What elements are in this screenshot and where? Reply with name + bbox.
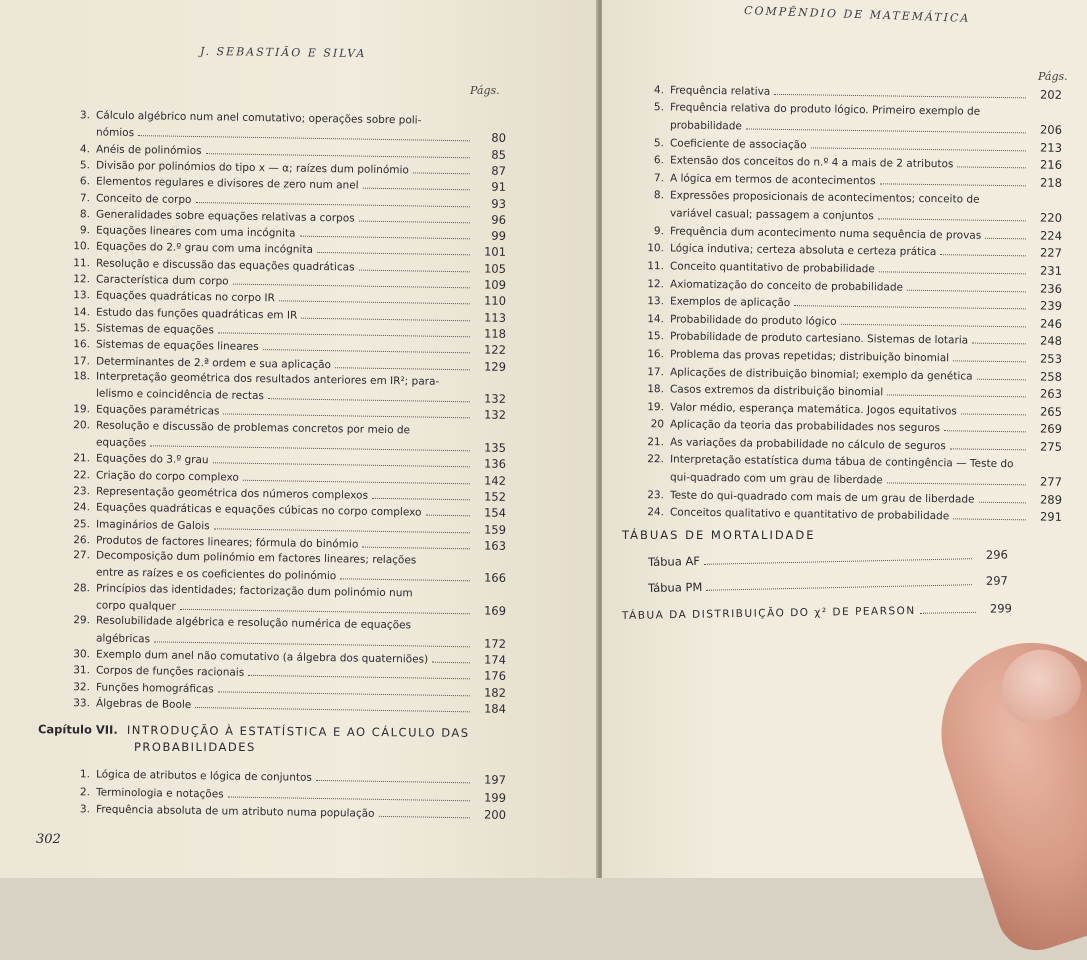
entry-number: 6. xyxy=(642,153,664,167)
left-running-head: J. SEBASTIÃO E SILVA xyxy=(200,45,367,60)
entry-page-number: 216 xyxy=(1032,158,1062,172)
leader-dots xyxy=(154,641,470,647)
entry-title: Equações do 3.º grau xyxy=(96,452,209,468)
entry-page-number: 135 xyxy=(476,440,506,454)
entry-number: 10. xyxy=(642,241,664,255)
entry-title: Equações do 2.º grau com uma incógnita xyxy=(96,240,313,257)
pearson-text: TÁBUA DA DISTRIBUIÇÃO DO χ² DE PEARSON xyxy=(622,604,916,623)
leader-dots xyxy=(811,147,1026,151)
pearson-page: 299 xyxy=(982,601,1012,616)
entry-number: 21. xyxy=(68,451,90,465)
entry-number: 5. xyxy=(642,136,664,150)
entry-title: Probabilidade de produto cartesiano. Sistemas de lotaria xyxy=(670,330,968,348)
entry-title: Expressões proposicionais de acontecimentos; conceito de xyxy=(670,188,980,206)
table-page-number: 297 xyxy=(978,573,1008,588)
left-pags-label: Págs. xyxy=(470,84,500,97)
entry-number: 17. xyxy=(68,354,90,368)
entry-page-number: 129 xyxy=(476,359,506,373)
entry-page-number: 163 xyxy=(476,538,506,552)
toc-entry xyxy=(642,452,1062,472)
leader-dots xyxy=(953,360,1026,362)
entry-number: 31. xyxy=(68,663,90,677)
entry-number: 4. xyxy=(642,83,664,97)
entry-title: Princípios das identidades; factorização dum polinómio num xyxy=(96,581,413,600)
entry-page-number: 289 xyxy=(1032,492,1062,506)
entry-number: 14. xyxy=(642,312,664,326)
entry-title: Equações lineares com uma incógnita xyxy=(96,224,296,241)
leader-dots xyxy=(214,528,470,533)
entry-page-number: 109 xyxy=(476,277,506,291)
entry-title: Equações paramétricas xyxy=(96,403,220,419)
leader-dots xyxy=(359,220,470,223)
leader-dots xyxy=(378,816,469,818)
entry-title: variável casual; passagem a conjuntos xyxy=(670,207,874,224)
leader-dots xyxy=(335,367,470,370)
entry-title: Casos extremos da distribuição binomial xyxy=(670,383,883,400)
leader-dots xyxy=(841,324,1026,328)
table-title: Tábua AF xyxy=(648,554,700,569)
entry-page-number: 132 xyxy=(476,392,506,406)
entry-number: 17. xyxy=(642,365,664,379)
leader-dots xyxy=(317,252,470,255)
entry-title: Extensão dos conceitos do n.º 4 a mais de 2 atributos xyxy=(670,154,954,172)
entry-page-number: 246 xyxy=(1032,316,1062,330)
entry-number: 33. xyxy=(68,696,90,710)
table-page-number: 296 xyxy=(978,547,1008,562)
leader-dots xyxy=(920,612,976,614)
toc-entry xyxy=(642,100,1062,120)
entry-page-number: 239 xyxy=(1032,299,1062,313)
leader-dots xyxy=(213,463,470,468)
entry-page-number: 110 xyxy=(476,294,506,308)
entry-title: Frequência absoluta de um atributo numa população xyxy=(96,802,375,820)
entry-number: 5. xyxy=(68,158,90,172)
entry-page-number: 99 xyxy=(476,229,506,243)
entry-number: 13. xyxy=(642,294,664,308)
entry-title: Característica dum corpo xyxy=(96,272,229,288)
entry-title: algébricas xyxy=(96,631,150,646)
entry-page-number: 166 xyxy=(476,571,506,585)
entry-title: Exemplo dum anel não comutativo (a álgebra dos quaterniões) xyxy=(96,647,428,666)
leader-dots xyxy=(279,301,470,305)
entry-title: Frequência dum acontecimento numa sequência de provas xyxy=(670,224,981,242)
entry-title: Resolução e discussão das equações quadráticas xyxy=(96,256,355,274)
entry-number: 30. xyxy=(68,647,90,661)
entry-title: Corpos de funções racionais xyxy=(96,664,244,680)
entry-title: Interpretação estatística duma tábua de contingência — Teste do xyxy=(670,452,1014,471)
entry-title: Problema das provas repetidas; distribuição binomial xyxy=(670,347,949,365)
entry-number: 22. xyxy=(68,468,90,482)
entry-title: Representação geométrica dos números complexos xyxy=(96,484,368,502)
entry-title: Frequência relativa xyxy=(670,83,770,98)
entry-title: Probabilidade do produto lógico xyxy=(670,312,837,328)
leader-dots xyxy=(248,675,470,679)
chapter-label: Capítulo VII. xyxy=(38,722,118,737)
entry-page-number: 169 xyxy=(476,603,506,617)
toc-entry xyxy=(642,82,1062,103)
chapter-title-line1: INTRODUÇÃO À ESTATÍSTICA E AO CÁLCULO DAS xyxy=(127,723,470,740)
entry-page-number: 220 xyxy=(1032,211,1062,225)
entry-page-number: 275 xyxy=(1032,439,1062,453)
entry-page-number: 101 xyxy=(476,245,506,259)
leader-dots xyxy=(218,332,470,337)
entry-page-number: 85 xyxy=(476,147,506,161)
leader-dots xyxy=(218,691,470,696)
entry-title: entre as raízes e os coeficientes do polinómio xyxy=(96,566,336,584)
entry-title: Interpretação geométrica dos resultados anteriores em IR²; para- xyxy=(96,369,439,388)
entry-number: 9. xyxy=(68,223,90,237)
leader-dots xyxy=(263,349,470,353)
mortality-heading: TÁBUAS DE MORTALIDADE xyxy=(622,528,815,542)
pearson-table-entry xyxy=(622,601,1012,623)
leader-dots xyxy=(957,167,1026,169)
entry-page-number: 202 xyxy=(1032,87,1062,101)
entry-page-number: 87 xyxy=(476,163,506,177)
leader-dots xyxy=(706,584,972,591)
table-title: Tábua PM xyxy=(648,580,703,595)
toc-entry xyxy=(642,188,1062,208)
entry-title: Terminologia e notações xyxy=(96,785,224,801)
leader-dots xyxy=(150,445,470,451)
entry-title: Aplicações de distribuição binomial; exemplo da genética xyxy=(670,365,973,383)
entry-number: 26. xyxy=(68,533,90,547)
entry-page-number: 199 xyxy=(476,790,506,804)
entry-title: Exemplos de aplicação xyxy=(670,295,790,311)
entry-title: Teste do qui-quadrado com mais de um grau de liberdade xyxy=(670,488,975,506)
entry-page-number: 236 xyxy=(1032,281,1062,295)
entry-page-number: 231 xyxy=(1032,263,1062,277)
entry-number: 3. xyxy=(68,108,90,122)
mortality-table-entry xyxy=(648,547,1008,569)
leader-dots xyxy=(243,479,470,484)
leader-dots xyxy=(228,796,470,801)
entry-page-number: 184 xyxy=(476,701,506,715)
entry-page-number: 200 xyxy=(476,807,506,821)
entry-page-number: 96 xyxy=(476,212,506,226)
leader-dots xyxy=(940,255,1026,257)
entry-page-number: 227 xyxy=(1032,246,1062,260)
entry-page-number: 118 xyxy=(476,326,506,340)
chapter-title-line2: PROBABILIDADES xyxy=(134,740,256,754)
leader-dots xyxy=(363,188,470,191)
entry-number: 20. xyxy=(68,418,90,432)
entry-page-number: 277 xyxy=(1032,475,1062,489)
leader-dots xyxy=(774,94,1026,99)
entry-number: 27. xyxy=(68,548,90,562)
entry-page-number: 197 xyxy=(476,772,506,786)
entry-title: Sistemas de equações lineares xyxy=(96,338,259,355)
leader-dots xyxy=(340,579,470,582)
mortality-table-entry xyxy=(648,573,1008,595)
entry-number: 7. xyxy=(68,191,90,205)
entry-title: Anéis de polinómios xyxy=(96,142,202,158)
leader-dots xyxy=(362,546,470,549)
entry-title: Axiomatização do conceito de probabilidade xyxy=(670,277,903,294)
entry-page-number: 263 xyxy=(1032,387,1062,401)
entry-title: Sistemas de equações xyxy=(96,321,214,337)
entry-number: 6. xyxy=(68,174,90,188)
leader-dots xyxy=(976,378,1025,380)
entry-number: 14. xyxy=(68,305,90,319)
entry-page-number: 93 xyxy=(476,196,506,210)
entry-page-number: 91 xyxy=(476,180,506,194)
entry-title: Aplicação da teoria das probabilidades nos seguros xyxy=(670,418,940,436)
leader-dots xyxy=(138,135,470,141)
entry-page-number: 105 xyxy=(476,261,506,275)
entry-number: 20 xyxy=(642,417,664,431)
toc-entry xyxy=(642,346,1062,367)
entry-number: 12. xyxy=(642,277,664,291)
entry-title: lelismo e coincidência de rectas xyxy=(96,387,264,404)
entry-number: 22. xyxy=(642,452,664,466)
right-pags-label: Págs. xyxy=(1038,70,1068,83)
entry-page-number: 291 xyxy=(1032,510,1062,524)
entry-number: 24. xyxy=(642,505,664,519)
leader-dots xyxy=(301,317,470,321)
entry-title: Divisão por polinómios do tipo x — α; raízes dum polinómio xyxy=(96,158,409,177)
leader-dots xyxy=(794,305,1026,309)
leader-dots xyxy=(268,398,470,402)
entry-page-number: 152 xyxy=(476,489,506,503)
entry-title: Lógica indutiva; certeza absoluta e certeza prática xyxy=(670,242,937,260)
leader-dots xyxy=(432,662,470,664)
entry-title: Decomposição dum polinómio em factores lineares; relações xyxy=(96,549,417,568)
entry-title: Resolução e discussão de problemas concretos por meio de xyxy=(96,418,410,437)
entry-title: corpo qualquer xyxy=(96,598,176,613)
leader-dots xyxy=(223,414,470,419)
entry-title: A lógica em termos de acontecimentos xyxy=(670,171,876,188)
entry-page-number: 258 xyxy=(1032,369,1062,383)
entry-number: 21. xyxy=(642,435,664,449)
leader-dots xyxy=(944,431,1026,433)
entry-title: nómios xyxy=(96,126,134,141)
toc-entry xyxy=(642,258,1062,279)
leader-dots xyxy=(205,153,469,158)
entry-page-number: 159 xyxy=(476,522,506,536)
entry-title: Lógica de atributos e lógica de conjuntos xyxy=(96,767,312,784)
leader-dots xyxy=(359,269,470,272)
entry-number: 15. xyxy=(642,329,664,343)
entry-number: 18. xyxy=(642,382,664,396)
leader-dots xyxy=(985,238,1026,240)
leader-dots xyxy=(704,558,972,565)
entry-number: 11. xyxy=(68,256,90,270)
entry-title: Imaginários de Galois xyxy=(96,517,210,533)
entry-page-number: 269 xyxy=(1032,422,1062,436)
entry-page-number: 253 xyxy=(1032,351,1062,365)
entry-number: 28. xyxy=(68,581,90,595)
chapter-heading xyxy=(38,722,470,740)
leader-dots xyxy=(878,218,1026,221)
leader-dots xyxy=(907,289,1026,292)
entry-number: 10. xyxy=(68,239,90,253)
entry-title: Valor médio, esperança matemática. Jogos equitativos xyxy=(670,400,957,418)
leader-dots xyxy=(879,271,1026,274)
leader-dots xyxy=(195,202,469,207)
entry-page-number: 136 xyxy=(476,457,506,471)
page-folio: 302 xyxy=(36,832,61,847)
entry-title: Elementos regulares e divisores de zero num anel xyxy=(96,175,359,193)
entry-number: 15. xyxy=(68,321,90,335)
entry-number: 7. xyxy=(642,171,664,185)
entry-page-number: 182 xyxy=(476,685,506,699)
entry-number: 12. xyxy=(68,272,90,286)
entry-title: Determinantes de 2.ª ordem e sua aplicação xyxy=(96,354,331,372)
leader-dots xyxy=(746,129,1026,134)
entry-page-number: 122 xyxy=(476,343,506,357)
entry-title: Equações quadráticas no corpo IR xyxy=(96,289,275,306)
entry-number: 1. xyxy=(68,767,90,781)
entry-page-number: 142 xyxy=(476,473,506,487)
leader-dots xyxy=(879,183,1025,186)
leader-dots xyxy=(978,501,1025,503)
entry-number: 29. xyxy=(68,613,90,627)
entry-number: 5. xyxy=(642,100,664,114)
entry-number: 3. xyxy=(68,802,90,816)
entry-title: probabilidade xyxy=(670,119,742,134)
entry-title: qui-quadrado com um grau de liberdade xyxy=(670,471,883,488)
entry-title: Cálculo algébrico num anel comutativo; operações sobre poli- xyxy=(96,108,422,127)
entry-title: Criação do corpo complexo xyxy=(96,468,239,484)
right-running-head: COMPÊNDIO DE MATEMÁTICA xyxy=(744,4,971,25)
entry-number: 9. xyxy=(642,224,664,238)
entry-page-number: 248 xyxy=(1032,334,1062,348)
leader-dots xyxy=(425,515,469,517)
leader-dots xyxy=(413,172,470,174)
leader-dots xyxy=(887,395,1026,398)
entry-title: Equações quadráticas e equações cúbicas no corpo complexo xyxy=(96,501,422,520)
toc-entry xyxy=(642,170,1062,191)
entry-page-number: 132 xyxy=(476,408,506,422)
entry-title: Produtos de factores lineares; fórmula do binómio xyxy=(96,533,359,551)
entry-number: 8. xyxy=(642,188,664,202)
entry-page-number: 172 xyxy=(476,636,506,650)
entry-number: 16. xyxy=(68,337,90,351)
entry-title: Estudo das funções quadráticas em IR xyxy=(96,305,298,322)
entry-title: Conceito de corpo xyxy=(96,191,192,206)
leader-dots xyxy=(961,413,1026,415)
entry-title: Conceitos qualitativo e quantitativo de probabilidade xyxy=(670,506,949,524)
leader-dots xyxy=(195,707,470,712)
entry-number: 19. xyxy=(68,402,90,416)
entry-page-number: 224 xyxy=(1032,228,1062,242)
entry-number: 32. xyxy=(68,680,90,694)
toc-entry xyxy=(642,504,1062,525)
entry-number: 19. xyxy=(642,400,664,414)
entry-number: 13. xyxy=(68,288,90,302)
leader-dots xyxy=(887,483,1026,486)
entry-page-number: 154 xyxy=(476,506,506,520)
entry-number: 23. xyxy=(68,484,90,498)
entry-title: Generalidades sobre equações relativas a corpos xyxy=(96,207,355,225)
entry-page-number: 265 xyxy=(1032,404,1062,418)
toc-entry xyxy=(642,434,1062,455)
leader-dots xyxy=(180,609,470,615)
entry-number: 18. xyxy=(68,369,90,383)
leader-dots xyxy=(316,780,470,783)
entry-page-number: 176 xyxy=(476,669,506,683)
leader-dots xyxy=(372,498,470,501)
entry-number: 11. xyxy=(642,259,664,273)
entry-page-number: 218 xyxy=(1032,175,1062,189)
leader-dots xyxy=(972,343,1026,345)
entry-title: Funções homográficas xyxy=(96,680,214,696)
entry-number: 23. xyxy=(642,488,664,502)
entry-title: Resolubilidade algébrica e resolução numérica de equações xyxy=(96,614,411,633)
entry-title: As variações da probabilidade no cálculo de seguros xyxy=(670,435,946,453)
leader-dots xyxy=(299,236,469,240)
leader-dots xyxy=(950,448,1026,450)
entry-number: 16. xyxy=(642,347,664,361)
entry-page-number: 213 xyxy=(1032,140,1062,154)
leader-dots xyxy=(953,519,1026,521)
entry-title: Conceito quantitativo de probabilidade xyxy=(670,259,875,276)
entry-number: 4. xyxy=(68,142,90,156)
entry-page-number: 174 xyxy=(476,652,506,666)
entry-page-number: 80 xyxy=(476,131,506,145)
entry-title: Frequência relativa do produto lógico. Primeiro exemplo de xyxy=(670,100,980,118)
entry-number: 24. xyxy=(68,500,90,514)
entry-page-number: 113 xyxy=(476,310,506,324)
entry-number: 2. xyxy=(68,785,90,799)
entry-title: Coeficiente de associação xyxy=(670,136,807,152)
entry-title: equações xyxy=(96,435,147,450)
entry-title: Álgebras de Boole xyxy=(96,696,192,711)
entry-page-number: 206 xyxy=(1032,123,1062,137)
leader-dots xyxy=(233,284,470,289)
entry-number: 8. xyxy=(68,207,90,221)
entry-number: 25. xyxy=(68,517,90,531)
